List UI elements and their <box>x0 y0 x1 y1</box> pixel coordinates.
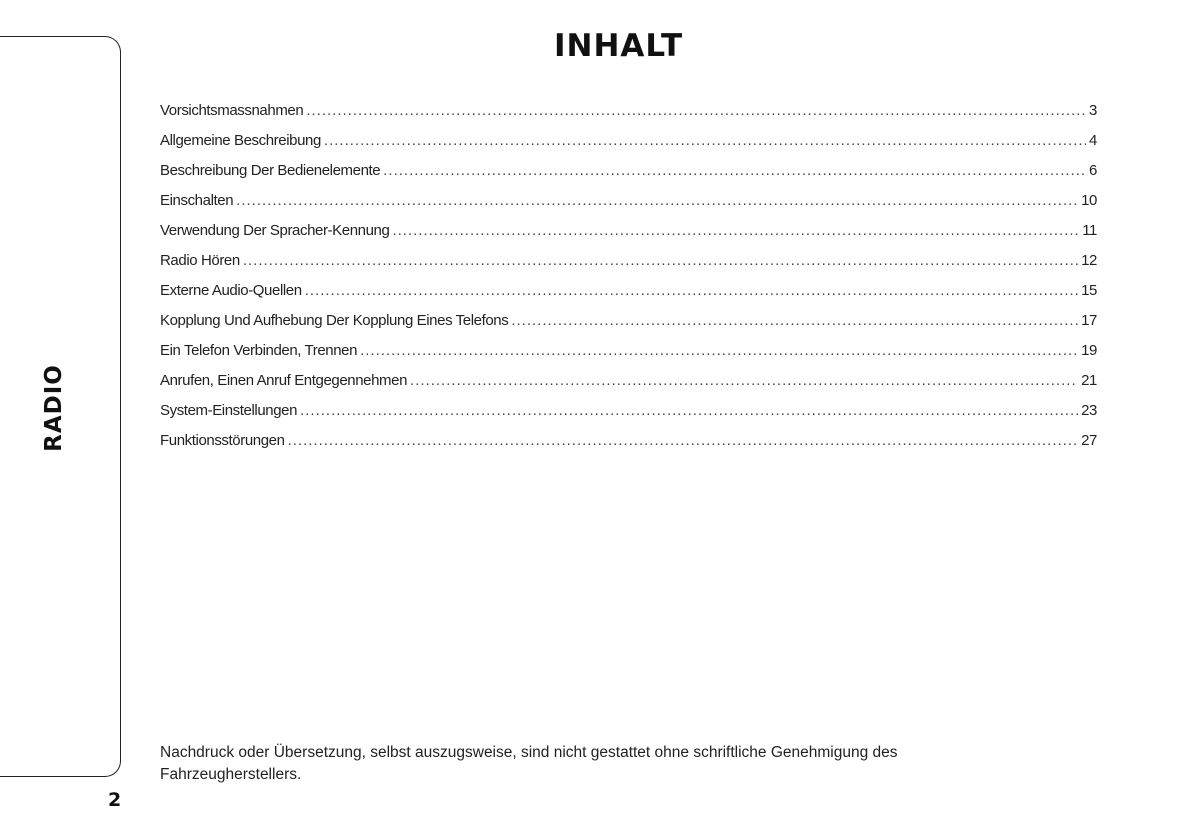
toc-entry-label: Anrufen, Einen Anruf Entgegennehmen <box>160 372 408 389</box>
toc-dot-leader <box>306 96 1086 126</box>
toc-entry[interactable] <box>160 396 1097 426</box>
toc-entry-label: Beschreibung Der Bedienelemente <box>160 162 381 179</box>
toc-entry-page: 11 <box>1082 222 1097 239</box>
toc-entry[interactable] <box>160 216 1097 246</box>
toc-dot-leader <box>236 186 1078 216</box>
toc-dot-leader <box>360 336 1078 366</box>
toc-entry-page: 6 <box>1089 162 1097 179</box>
toc-dot-leader <box>511 306 1078 336</box>
toc-dot-leader <box>243 246 1078 276</box>
toc-entry-page: 12 <box>1081 252 1097 269</box>
toc-dot-leader <box>300 396 1078 426</box>
toc-entry-page: 15 <box>1081 282 1097 299</box>
toc-entry[interactable] <box>160 426 1097 456</box>
page-number: 2 <box>108 789 122 811</box>
toc-entry-page: 3 <box>1089 102 1097 119</box>
toc-entry[interactable] <box>160 126 1097 156</box>
toc-entry-page: 21 <box>1081 372 1097 389</box>
toc-dot-leader <box>392 216 1079 246</box>
toc-entry-label: System-Einstellungen <box>160 402 298 419</box>
toc-entry-label: Allgemeine Beschreibung <box>160 132 321 149</box>
toc-entry[interactable] <box>160 246 1097 276</box>
copyright-notice: Nachdruck oder Übersetzung, selbst auszugsweise, sind nicht gestattet ohne schriftliche Genehmigung des Fahrzeugherstellers. <box>160 744 898 783</box>
toc-entry[interactable] <box>160 276 1097 306</box>
toc-entry-label: Verwendung Der Spracher-Kennung <box>160 222 390 239</box>
toc-entry-page: 4 <box>1089 132 1097 149</box>
toc-entry-label: Vorsichtsmassnahmen <box>160 102 304 119</box>
toc-entry-label: Externe Audio-Quellen <box>160 282 302 299</box>
section-label: RADIO <box>41 364 67 452</box>
toc-entry-page: 10 <box>1081 192 1097 209</box>
page-title: INHALT <box>554 28 684 64</box>
toc-dot-leader <box>305 276 1078 306</box>
toc-entry-label: Kopplung Und Aufhebung Der Kopplung Eines Telefons <box>160 312 509 329</box>
toc-entry-label: Ein Telefon Verbinden, Trennen <box>160 342 358 359</box>
toc-entry[interactable] <box>160 156 1097 186</box>
toc-entry-label: Radio Hören <box>160 252 240 269</box>
toc-entry-page: 23 <box>1081 402 1097 419</box>
toc-dot-leader <box>288 426 1079 456</box>
table-of-contents <box>160 96 1097 456</box>
toc-entry-label: Funktionsstörungen <box>160 432 285 449</box>
toc-entry[interactable] <box>160 186 1097 216</box>
toc-entry-page: 19 <box>1081 342 1097 359</box>
toc-entry-page: 17 <box>1081 312 1097 329</box>
toc-entry[interactable] <box>160 336 1097 366</box>
toc-dot-leader <box>324 126 1086 156</box>
toc-entry[interactable] <box>160 306 1097 336</box>
toc-entry-page: 27 <box>1081 432 1097 449</box>
toc-entry[interactable] <box>160 96 1097 126</box>
toc-dot-leader <box>383 156 1086 186</box>
toc-entry[interactable] <box>160 366 1097 396</box>
toc-dot-leader <box>410 366 1078 396</box>
toc-entry-label: Einschalten <box>160 192 234 209</box>
